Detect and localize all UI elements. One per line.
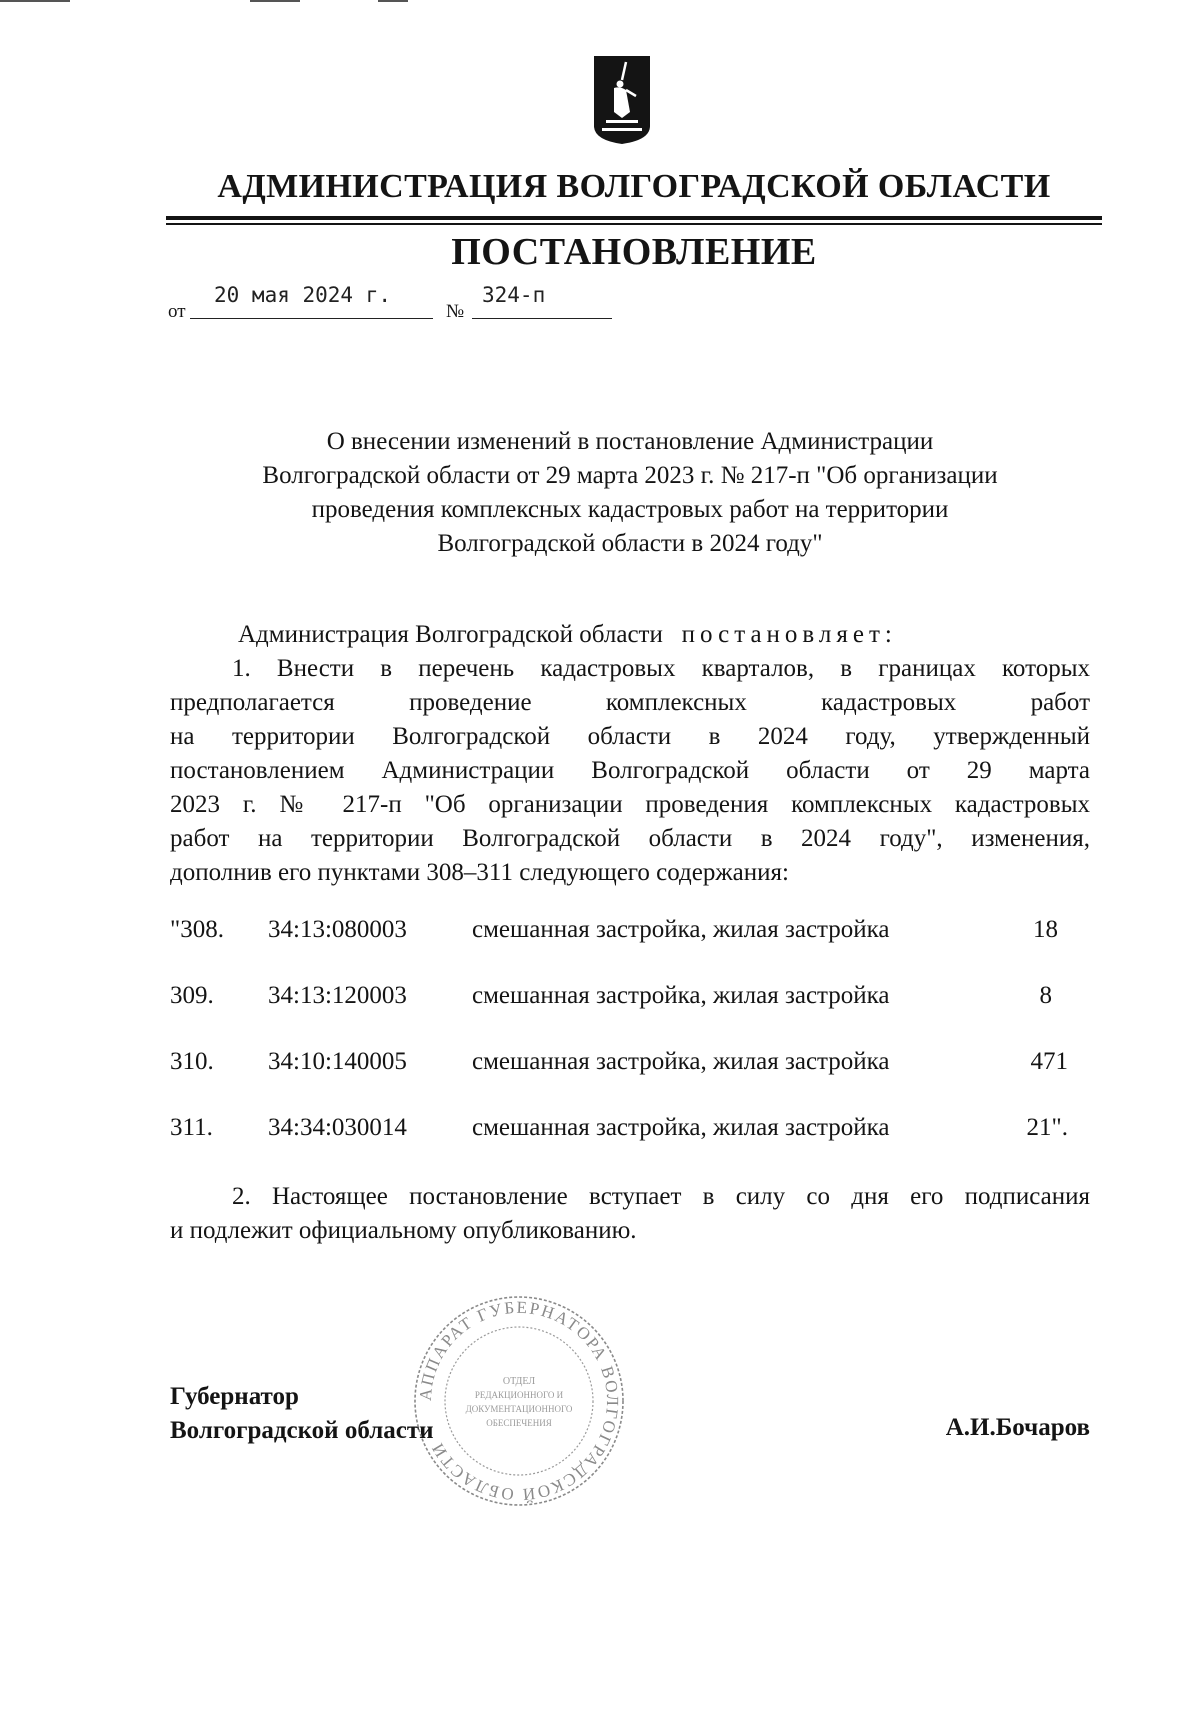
- organization-title: АДМИНИСТРАЦИЯ ВОЛГОГРАДСКОЙ ОБЛАСТИ: [217, 168, 1051, 205]
- subject-line: проведения комплексных кадастровых работ на территории: [311, 496, 949, 523]
- item-2-line: и подлежит официальному опубликованию.: [170, 1217, 637, 1244]
- number-underline: [472, 318, 612, 319]
- table-row: [170, 982, 1090, 1016]
- row-type: смешанная застройка, жилая застройка: [472, 1048, 890, 1075]
- row-count: 471: [1030, 1048, 1068, 1075]
- row-count: 8: [1039, 982, 1052, 1009]
- item-1-line: дополнив его пунктами 308–311 следующего содержания:: [170, 859, 789, 886]
- item-2-line: 2. Настоящее постановление вступает в силу со дня его подписания: [232, 1183, 1090, 1210]
- row-count: 18: [1033, 916, 1058, 943]
- table-row: [170, 1048, 1090, 1082]
- item-1-line: 1. Внести в перечень кадастровых кварталов, в границах которых: [232, 655, 1090, 682]
- svg-text:ОБЕСПЕЧЕНИЯ: ОБЕСПЕЧЕНИЯ: [486, 1418, 552, 1428]
- row-number: 310.: [170, 1048, 214, 1075]
- item-1-line: 2023 г. № 217-п "Об организации проведения комплексных кадастровых: [170, 791, 1090, 818]
- row-quarter: 34:13:120003: [268, 982, 407, 1009]
- document-subject: [180, 425, 1080, 561]
- item-1-line: предполагается проведение комплексных кадастровых работ: [170, 689, 1090, 716]
- row-quarter: 34:34:030014: [268, 1114, 407, 1141]
- date-prefix: от: [168, 301, 186, 322]
- header-rule-thick: [166, 216, 1102, 220]
- row-number: 309.: [170, 982, 214, 1009]
- number-prefix: №: [446, 301, 465, 322]
- document-type: ПОСТАНОВЛЕНИЕ: [451, 231, 817, 273]
- row-type: смешанная застройка, жилая застройка: [472, 916, 890, 943]
- row-number: 311.: [170, 1114, 213, 1141]
- coat-of-arms-emblem: [592, 54, 652, 146]
- item-1-line: работ на территории Волгоградской области в 2024 году", изменения,: [170, 825, 1090, 852]
- item-1-line: постановлением Администрации Волгоградской области от 29 марта: [170, 757, 1090, 784]
- row-count: 21".: [1026, 1114, 1068, 1141]
- signatory-position: [170, 1380, 434, 1448]
- subject-line: Волгоградской области в 2024 году": [437, 530, 823, 557]
- position-line: Губернатор: [170, 1383, 299, 1410]
- subject-line: О внесении изменений в постановление Администрации: [326, 428, 934, 455]
- svg-text:РЕДАКЦИОННОГО И: РЕДАКЦИОННОГО И: [474, 1390, 564, 1400]
- svg-text:АППАРАТ ГУБЕРНАТОРА ВОЛГОГРАДС: [416, 1298, 622, 1504]
- item-1-line: на территории Волгоградской области в 2024 году, утвержденный: [170, 723, 1090, 750]
- row-quarter: 34:10:140005: [268, 1048, 407, 1075]
- date-value: 20 мая 2024 г.: [214, 283, 392, 307]
- svg-text:ОТДЕЛ: ОТДЕЛ: [502, 1376, 536, 1387]
- header-rule-thin: [166, 223, 1102, 225]
- item-2-paragraph: [170, 1180, 1090, 1248]
- intro-spaced-verb: постановляет:: [681, 621, 897, 648]
- date-underline: [190, 318, 433, 319]
- intro-text: Администрация Волгоградской области: [238, 621, 663, 648]
- svg-text:ДОКУМЕНТАЦИОННОГО: ДОКУМЕНТАЦИОННОГО: [465, 1404, 573, 1414]
- official-stamp: [410, 1292, 628, 1510]
- signatory-name: А.И.Бочаров: [945, 1414, 1090, 1441]
- table-row: [170, 1114, 1090, 1148]
- number-value: 324-п: [482, 283, 546, 307]
- intro-paragraph: [170, 618, 1090, 652]
- row-number: "308.: [170, 916, 224, 943]
- row-type: смешанная застройка, жилая застройка: [472, 1114, 890, 1141]
- subject-line: Волгоградской области от 29 марта 2023 г. № 217-п "Об организации: [262, 462, 998, 489]
- item-1-paragraph: [170, 652, 1090, 890]
- row-type: смешанная застройка, жилая застройка: [472, 982, 890, 1009]
- position-line: Волгоградской области: [170, 1417, 434, 1444]
- stamp-outer-text: АППАРАТ ГУБЕРНАТОРА ВОЛГОГРАДСКОЙ ОБЛАСТИ: [415, 1297, 623, 1505]
- scan-edge-marks: [0, 0, 1200, 4]
- row-quarter: 34:13:080003: [268, 916, 407, 943]
- table-row: [170, 916, 1090, 950]
